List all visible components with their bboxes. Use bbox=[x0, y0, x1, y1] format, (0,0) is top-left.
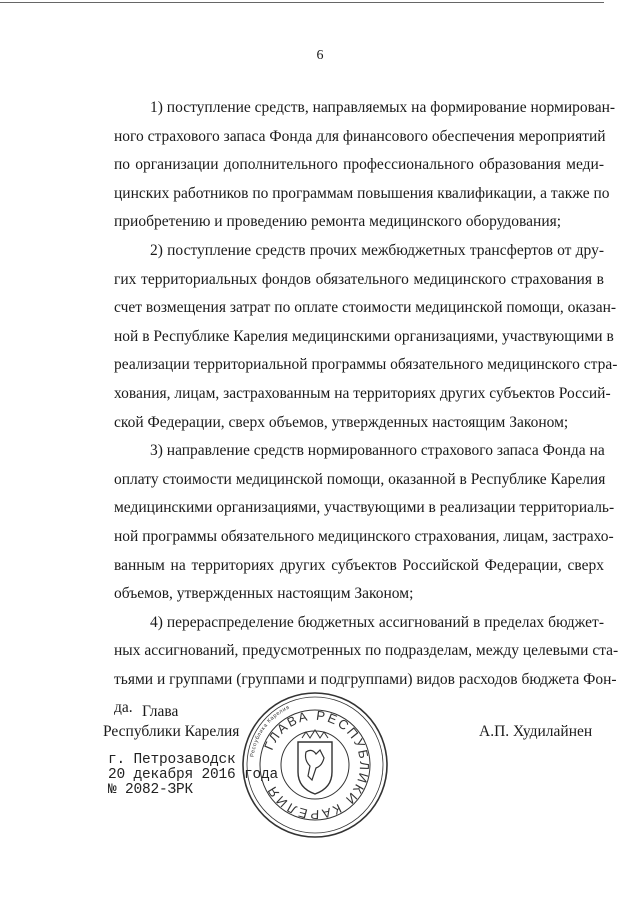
text-line: тьями и группами (группами и подгруппами) видов расходов бюджета Фон- bbox=[114, 670, 617, 688]
stamp-date: 20 декабря 2016 года bbox=[108, 767, 279, 783]
text-line: 3) направление средств нормированного страхового запаса Фонда на bbox=[150, 442, 605, 460]
text-line: да. bbox=[114, 699, 133, 717]
text-line: объемов, утвержденных настоящим Законом; bbox=[114, 585, 414, 603]
text-line: цинских работников по программам повышения квалификации, а также по bbox=[114, 184, 610, 202]
document-body bbox=[114, 94, 619, 723]
svg-text:ГЛАВА РЕСПУБЛИКИ КАРЕЛИЯ bbox=[261, 708, 372, 822]
paragraph-item-3 bbox=[114, 437, 615, 609]
paragraph-item-1 bbox=[114, 94, 616, 237]
text-line: счет возмещения затрат по оплате стоимости медицинской помощи, оказан- bbox=[114, 299, 617, 317]
text-line: 1) поступление средств, направляемых на формирование нормирован- bbox=[150, 99, 616, 116]
signatory-title-line2: Республики Карелия bbox=[103, 723, 240, 740]
text-line: приобретению и проведению ремонта медицинского оборудования; bbox=[114, 213, 562, 231]
text-line: 2) поступление средств прочих межбюджетных трансфертов от дру- bbox=[150, 241, 604, 259]
text-line: по организации дополнительного профессионального образования меди- bbox=[114, 156, 604, 174]
paragraph-item-2 bbox=[114, 237, 618, 437]
stamp-place: г. Петрозаводск bbox=[108, 752, 236, 768]
seal-outer-text: Республика Карелия bbox=[249, 704, 291, 758]
signatory-title-line1: Глава bbox=[142, 703, 179, 720]
text-line: ных ассигнований, предусмотренных по подразделам, между целевыми ста- bbox=[114, 642, 619, 660]
text-line: реализации территориальной программы обязательного медицинского стра- bbox=[114, 356, 618, 374]
official-seal bbox=[240, 690, 390, 840]
top-edge-rule bbox=[0, 2, 604, 3]
text-line: 4) перераспределение бюджетных ассигнований в пределах бюджет- bbox=[150, 613, 604, 631]
seal-inner-text: ГЛАВА РЕСПУБЛИКИ КАРЕЛИЯ bbox=[260, 707, 373, 823]
text-line: гих территориальных фондов обязательного медицинского страхования в bbox=[114, 270, 604, 288]
stamp-number: № 2082-ЗРК bbox=[108, 782, 194, 798]
text-line: оплату стоимости медицинской помощи, оказанной в Республике Карелия bbox=[114, 470, 606, 488]
signatory-name: А.П. Худилайнен bbox=[479, 723, 593, 740]
text-line: ного страхового запаса Фонда для финансового обеспечения мероприятий bbox=[114, 127, 606, 145]
text-line: медицинскими организациями, участвующими в реализации территориаль- bbox=[114, 499, 615, 517]
text-line: ной программы обязательного медицинского страхования, лицам, застрахо- bbox=[114, 527, 614, 545]
text-line: хования, лицам, застрахованным на территориях других субъектов Россий- bbox=[114, 384, 611, 402]
page-number: 6 bbox=[316, 48, 324, 63]
coat-of-arms-icon bbox=[298, 730, 332, 794]
text-line: ской Федерации, сверх объемов, утвержденных настоящим Законом; bbox=[114, 413, 569, 431]
text-line: ной в Республике Карелия медицинскими организациями, участвующими в bbox=[114, 327, 614, 345]
text-line: ванным на территориях других субъектов Российской Федерации, сверх bbox=[114, 556, 604, 574]
